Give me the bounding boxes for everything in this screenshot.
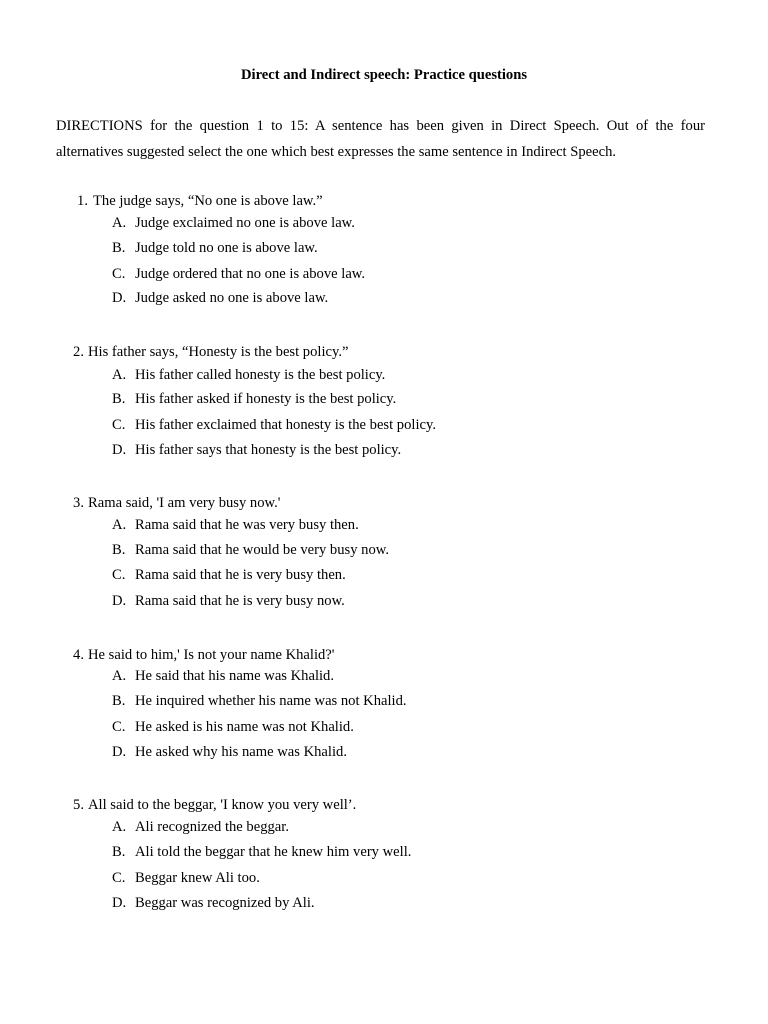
question-number: 3. xyxy=(73,495,84,511)
option-2b xyxy=(0,391,768,413)
option-letter: A. xyxy=(112,517,127,533)
option-4b xyxy=(0,693,768,715)
question-text: All said to the beggar, 'I know you very well’. xyxy=(88,797,357,813)
question-text: The judge says, “No one is above law.” xyxy=(93,193,323,209)
option-letter: A. xyxy=(112,819,127,835)
option-1b xyxy=(0,240,768,262)
option-3d xyxy=(0,593,768,615)
option-1c xyxy=(0,266,768,288)
option-text: Ali told the beggar that he knew him very well. xyxy=(135,844,412,860)
option-letter: A. xyxy=(112,668,127,684)
option-text: Rama said that he is very busy then. xyxy=(135,567,346,583)
question-3 xyxy=(0,492,768,514)
option-text: Judge ordered that no one is above law. xyxy=(135,266,366,282)
option-4c xyxy=(0,719,768,741)
option-text: Judge told no one is above law. xyxy=(135,240,318,256)
option-text: Beggar knew Ali too. xyxy=(135,870,260,886)
question-number: 2. xyxy=(73,344,84,360)
option-letter: D. xyxy=(112,895,127,911)
question-5 xyxy=(0,794,768,816)
question-number: 4. xyxy=(73,647,84,663)
option-letter: B. xyxy=(112,844,126,860)
question-number: 5. xyxy=(73,797,84,813)
option-text: Ali recognized the beggar. xyxy=(135,819,289,835)
option-letter: A. xyxy=(112,367,127,383)
option-5d xyxy=(0,895,768,917)
option-letter: D. xyxy=(112,442,127,458)
question-4 xyxy=(0,644,768,666)
option-letter: B. xyxy=(112,391,126,407)
option-letter: A. xyxy=(112,215,127,231)
option-5a xyxy=(0,819,768,841)
option-text: He asked why his name was Khalid. xyxy=(135,744,347,760)
option-3a xyxy=(0,517,768,539)
option-letter: D. xyxy=(112,593,127,609)
option-3c xyxy=(0,567,768,589)
question-2 xyxy=(0,341,768,363)
option-text: He inquired whether his name was not Khalid. xyxy=(135,693,407,709)
option-text: Rama said that he was very busy then. xyxy=(135,517,359,533)
question-text: He said to him,' Is not your name Khalid?' xyxy=(88,647,335,663)
option-2c xyxy=(0,417,768,439)
option-letter: B. xyxy=(112,240,126,256)
option-text: His father says that honesty is the best policy. xyxy=(135,442,402,458)
question-number: 1. xyxy=(77,193,88,209)
question-1 xyxy=(0,190,768,212)
option-text: Judge exclaimed no one is above law. xyxy=(135,215,355,231)
directions-paragraph: DIRECTIONS for the question 1 to 15: A sentence has been given in Direct Speech. Out of the four alternatives suggested select the one which best expresses the same sentence in Indirect Speech. xyxy=(56,118,705,160)
option-letter: C. xyxy=(112,719,126,735)
option-letter: D. xyxy=(112,290,127,306)
option-letter: C. xyxy=(112,870,126,886)
question-text: His father says, “Honesty is the best policy.” xyxy=(88,344,349,360)
option-5b xyxy=(0,844,768,866)
option-text: Rama said that he is very busy now. xyxy=(135,593,345,609)
page-title: Direct and Indirect speech: Practice questions xyxy=(240,67,528,83)
option-text: His father exclaimed that honesty is the best policy. xyxy=(135,417,436,433)
option-text: Rama said that he would be very busy now. xyxy=(135,542,389,558)
option-text: Judge asked no one is above law. xyxy=(135,290,329,306)
option-2a xyxy=(0,367,768,389)
option-1d xyxy=(0,290,768,312)
question-text: Rama said, 'I am very busy now.' xyxy=(88,495,281,511)
option-5c xyxy=(0,870,768,892)
option-text: He asked is his name was not Khalid. xyxy=(135,719,354,735)
option-text: He said that his name was Khalid. xyxy=(135,668,334,684)
option-4a xyxy=(0,668,768,690)
option-3b xyxy=(0,542,768,564)
option-letter: D. xyxy=(112,744,127,760)
option-4d xyxy=(0,744,768,766)
option-text: Beggar was recognized by Ali. xyxy=(135,895,315,911)
option-letter: B. xyxy=(112,693,126,709)
option-letter: C. xyxy=(112,417,126,433)
option-letter: C. xyxy=(112,567,126,583)
option-letter: B. xyxy=(112,542,126,558)
option-text: His father called honesty is the best policy. xyxy=(135,367,386,383)
option-text: His father asked if honesty is the best policy. xyxy=(135,391,397,407)
option-letter: C. xyxy=(112,266,126,282)
option-2d xyxy=(0,442,768,464)
option-1a xyxy=(0,215,768,237)
